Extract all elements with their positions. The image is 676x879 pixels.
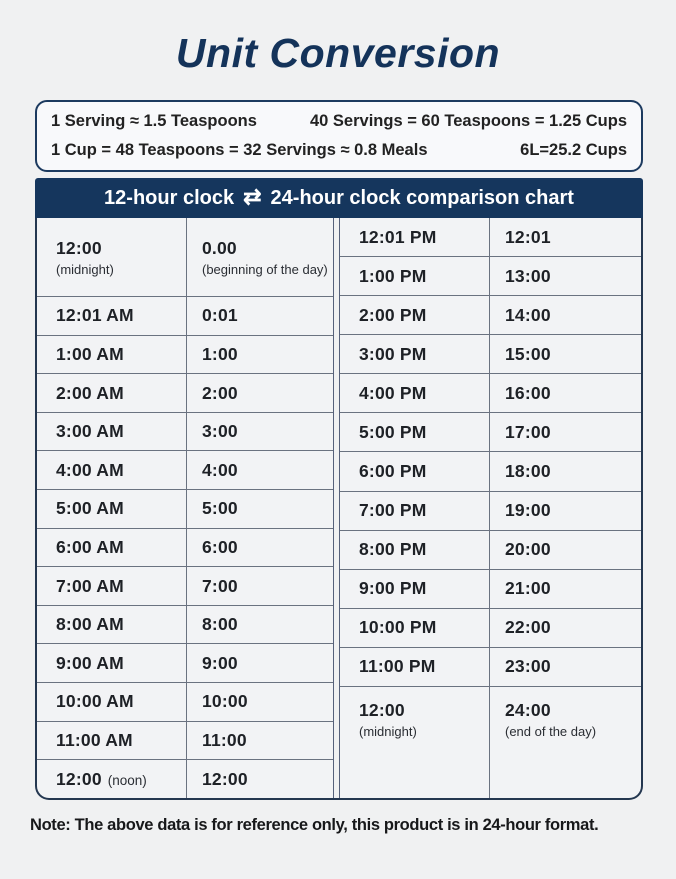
time-note: (midnight) <box>359 723 417 739</box>
time-line <box>505 383 637 404</box>
time-line <box>359 227 485 248</box>
table-row <box>340 374 641 413</box>
time-value: 9:00 PM <box>359 578 427 599</box>
cell-12hour-time <box>37 567 187 605</box>
time-value: 21:00 <box>505 578 551 599</box>
time-value: 17:00 <box>505 421 551 442</box>
table-row <box>340 687 641 798</box>
time-note: (midnight) <box>56 261 114 277</box>
cell-24hour-time <box>490 257 641 295</box>
time-value: 11:00 AM <box>56 730 133 750</box>
cell-24hour-time <box>187 336 333 374</box>
time-value: 20:00 <box>505 539 551 560</box>
cell-24hour-time <box>490 492 641 530</box>
time-line <box>359 617 485 638</box>
time-value: 1:00 AM <box>56 343 124 364</box>
time-line <box>505 578 637 599</box>
time-line <box>202 576 329 597</box>
table-row <box>37 722 333 761</box>
table-row <box>37 297 333 336</box>
time-value: 14:00 <box>505 304 551 325</box>
time-note-inline: (noon) <box>107 772 147 788</box>
table-row <box>340 609 641 648</box>
time-line <box>505 461 637 482</box>
time-value: 12:00 <box>359 699 405 720</box>
cell-24hour-time <box>490 218 641 256</box>
time-line <box>202 691 329 712</box>
table-row <box>37 374 333 413</box>
cell-12hour-time <box>340 374 490 412</box>
time-value: 19:00 <box>505 500 551 521</box>
cell-24hour-time <box>490 452 641 490</box>
time-value: 3:00 PM <box>359 343 427 364</box>
time-value: 2:00 AM <box>56 382 124 403</box>
cell-12hour-time <box>340 413 490 451</box>
time-line <box>56 460 182 481</box>
time-value: 11:00 PM <box>359 656 436 677</box>
cell-12hour-time <box>37 413 187 451</box>
cell-12hour-time <box>340 492 490 530</box>
time-line <box>202 730 329 751</box>
time-value: 3:00 AM <box>56 421 124 442</box>
cell-24hour-time <box>187 760 333 798</box>
footer-note: Note: The above data is for reference only, this product is in 24-hour format. <box>30 816 599 834</box>
time-line <box>505 500 637 521</box>
cell-12hour-time <box>340 257 490 295</box>
time-line <box>56 238 182 259</box>
time-value: 12:00 <box>56 237 102 258</box>
time-line <box>359 344 485 365</box>
time-line <box>505 422 637 443</box>
time-value: 8:00 PM <box>359 539 427 560</box>
time-value: 4:00 PM <box>359 382 427 403</box>
time-line <box>359 266 485 287</box>
time-line <box>202 383 329 404</box>
time-line <box>56 421 182 442</box>
table-row <box>37 529 333 568</box>
cell-12hour-time <box>340 335 490 373</box>
time-value: 15:00 <box>505 343 551 364</box>
table-row <box>37 490 333 529</box>
time-line <box>56 769 182 790</box>
time-line <box>359 305 485 326</box>
time-value: 6:00 AM <box>56 536 124 557</box>
cell-24hour-time <box>490 531 641 569</box>
conversion-facts-line-2 <box>51 141 627 160</box>
time-line <box>505 344 637 365</box>
table-am-half <box>37 218 334 798</box>
cell-12hour-time <box>37 336 187 374</box>
time-line <box>202 614 329 635</box>
cell-24hour-time <box>187 644 333 682</box>
time-line <box>56 344 182 365</box>
page-title: Unit Conversion <box>175 30 501 76</box>
time-line <box>202 238 329 259</box>
time-line <box>202 344 329 365</box>
cell-12hour-time <box>340 570 490 608</box>
time-value: 23:00 <box>505 656 551 677</box>
table-row <box>340 531 641 570</box>
table-row <box>37 413 333 452</box>
chart-header-bar <box>35 178 643 218</box>
cell-24hour-time <box>490 687 641 798</box>
fact-serving-teaspoons: 1 Serving ≈ 1.5 Teaspoons <box>51 112 257 130</box>
cell-12hour-time <box>37 722 187 760</box>
cell-24hour-time <box>490 335 641 373</box>
time-line <box>505 700 637 721</box>
cell-12hour-time <box>340 531 490 569</box>
time-line <box>359 578 485 599</box>
time-value: 12:00 <box>56 768 102 789</box>
time-value: 7:00 PM <box>359 500 427 521</box>
time-value: 24:00 <box>505 699 551 720</box>
cell-24hour-time <box>187 413 333 451</box>
table-row <box>37 606 333 645</box>
table-row <box>37 336 333 375</box>
fact-servings-teaspoons-cups: 40 Servings = 60 Teaspoons = 1.25 Cups <box>309 112 627 130</box>
table-row <box>37 218 333 297</box>
table-row <box>340 492 641 531</box>
cell-24hour-time <box>187 529 333 567</box>
time-value: 7:00 AM <box>56 575 124 596</box>
time-note: (beginning of the day) <box>202 261 328 277</box>
time-value: 12:01 <box>505 226 551 247</box>
cell-12hour-time <box>37 683 187 721</box>
conversion-facts-line-1 <box>51 112 627 131</box>
time-line <box>505 617 637 638</box>
clock-comparison-chart <box>35 178 643 800</box>
time-line <box>505 266 637 287</box>
cell-24hour-time <box>490 296 641 334</box>
time-line <box>202 498 329 519</box>
table-row <box>340 413 641 452</box>
cell-24hour-time <box>187 218 333 296</box>
cell-12hour-time <box>340 452 490 490</box>
cell-24hour-time <box>187 374 333 412</box>
cell-24hour-time <box>187 606 333 644</box>
time-value: 8:00 AM <box>56 614 124 635</box>
cell-12hour-time <box>37 529 187 567</box>
time-line <box>359 539 485 560</box>
cell-24hour-time <box>187 683 333 721</box>
cell-24hour-time <box>187 297 333 335</box>
time-line <box>359 383 485 404</box>
cell-24hour-time <box>187 722 333 760</box>
time-line <box>56 537 182 558</box>
time-value: 8:00 <box>202 614 238 635</box>
table-row <box>37 683 333 722</box>
cell-24hour-time <box>490 609 641 647</box>
time-line <box>202 421 329 442</box>
cell-24hour-time <box>187 451 333 489</box>
cell-12hour-time <box>37 451 187 489</box>
table-row <box>37 644 333 683</box>
chart-body <box>35 218 643 800</box>
time-value: 7:00 <box>202 575 238 596</box>
time-value: 10:00 PM <box>359 617 437 638</box>
time-value: 0.00 <box>202 237 237 258</box>
time-value: 2:00 PM <box>359 304 427 325</box>
chart-header-left-label: 12-hour clock <box>104 186 235 209</box>
time-line <box>505 656 637 677</box>
time-line <box>359 422 485 443</box>
time-value: 3:00 <box>202 421 238 442</box>
cell-24hour-time <box>187 490 333 528</box>
time-value: 6:00 PM <box>359 461 427 481</box>
cell-12hour-time <box>340 648 490 686</box>
time-line <box>359 700 485 721</box>
time-value: 4:00 <box>202 459 238 480</box>
table-row <box>340 335 641 374</box>
time-value: 5:00 PM <box>359 421 427 442</box>
time-line <box>56 383 182 404</box>
fact-liters-cups: 6L=25.2 Cups <box>520 141 627 159</box>
time-value: 16:00 <box>505 382 551 403</box>
time-line <box>56 691 182 712</box>
time-value: 6:00 <box>202 536 238 557</box>
cell-24hour-time <box>187 567 333 605</box>
cell-12hour-time <box>37 760 187 798</box>
time-value: 9:00 <box>202 652 238 673</box>
conversion-facts-box <box>35 100 643 172</box>
time-line <box>359 656 485 677</box>
cell-12hour-time <box>37 606 187 644</box>
time-line <box>202 460 329 481</box>
chart-header-right-label: 24-hour clock comparison chart <box>270 186 574 209</box>
table-row <box>340 452 641 491</box>
time-value: 18:00 <box>505 461 551 481</box>
time-value: 13:00 <box>505 265 551 286</box>
fact-cup-teaspoons-servings-meals: 1 Cup = 48 Teaspoons = 32 Servings ≈ 0.8 Meals <box>51 141 428 159</box>
cell-12hour-time <box>340 687 490 798</box>
time-value: 12:01 PM <box>359 226 437 247</box>
time-value: 4:00 AM <box>56 459 124 480</box>
time-value: 5:00 <box>202 498 238 519</box>
time-line <box>359 461 485 482</box>
time-line <box>56 653 182 674</box>
cell-12hour-time <box>340 609 490 647</box>
time-value: 10:00 AM <box>56 691 134 712</box>
time-value: 5:00 AM <box>56 498 124 519</box>
table-row <box>340 296 641 335</box>
cell-12hour-time <box>37 218 187 296</box>
table-row <box>340 257 641 296</box>
time-line <box>202 769 329 790</box>
table-row <box>37 451 333 490</box>
time-line <box>56 498 182 519</box>
time-value: 12:00 <box>202 768 248 789</box>
table-row <box>340 218 641 257</box>
time-line <box>359 500 485 521</box>
time-line <box>505 539 637 560</box>
cell-12hour-time <box>37 297 187 335</box>
swap-arrows-icon: ⇄ <box>243 184 262 209</box>
cell-24hour-time <box>490 413 641 451</box>
time-line <box>202 537 329 558</box>
time-value: 11:00 <box>202 730 247 750</box>
time-line <box>56 576 182 597</box>
time-value: 1:00 PM <box>359 265 427 286</box>
time-value: 12:01 AM <box>56 305 134 326</box>
cell-12hour-time <box>340 296 490 334</box>
cell-24hour-time <box>490 374 641 412</box>
time-line <box>56 305 182 326</box>
time-value: 0:01 <box>202 305 238 326</box>
time-value: 9:00 AM <box>56 652 124 673</box>
cell-12hour-time <box>340 218 490 256</box>
time-line <box>56 730 182 751</box>
time-line <box>505 227 637 248</box>
cell-12hour-time <box>37 644 187 682</box>
time-value: 1:00 <box>202 343 238 364</box>
table-row <box>340 648 641 687</box>
time-line <box>202 305 329 326</box>
cell-24hour-time <box>490 570 641 608</box>
cell-24hour-time <box>490 648 641 686</box>
time-value: 22:00 <box>505 617 551 638</box>
table-pm-half <box>339 218 641 798</box>
cell-12hour-time <box>37 374 187 412</box>
time-line <box>202 653 329 674</box>
time-value: 10:00 <box>202 691 248 712</box>
table-row <box>340 570 641 609</box>
table-row <box>37 567 333 606</box>
time-note: (end of the day) <box>505 723 597 739</box>
cell-12hour-time <box>37 490 187 528</box>
time-line <box>56 614 182 635</box>
table-row <box>37 760 333 798</box>
time-line <box>505 305 637 326</box>
time-value: 2:00 <box>202 382 238 403</box>
